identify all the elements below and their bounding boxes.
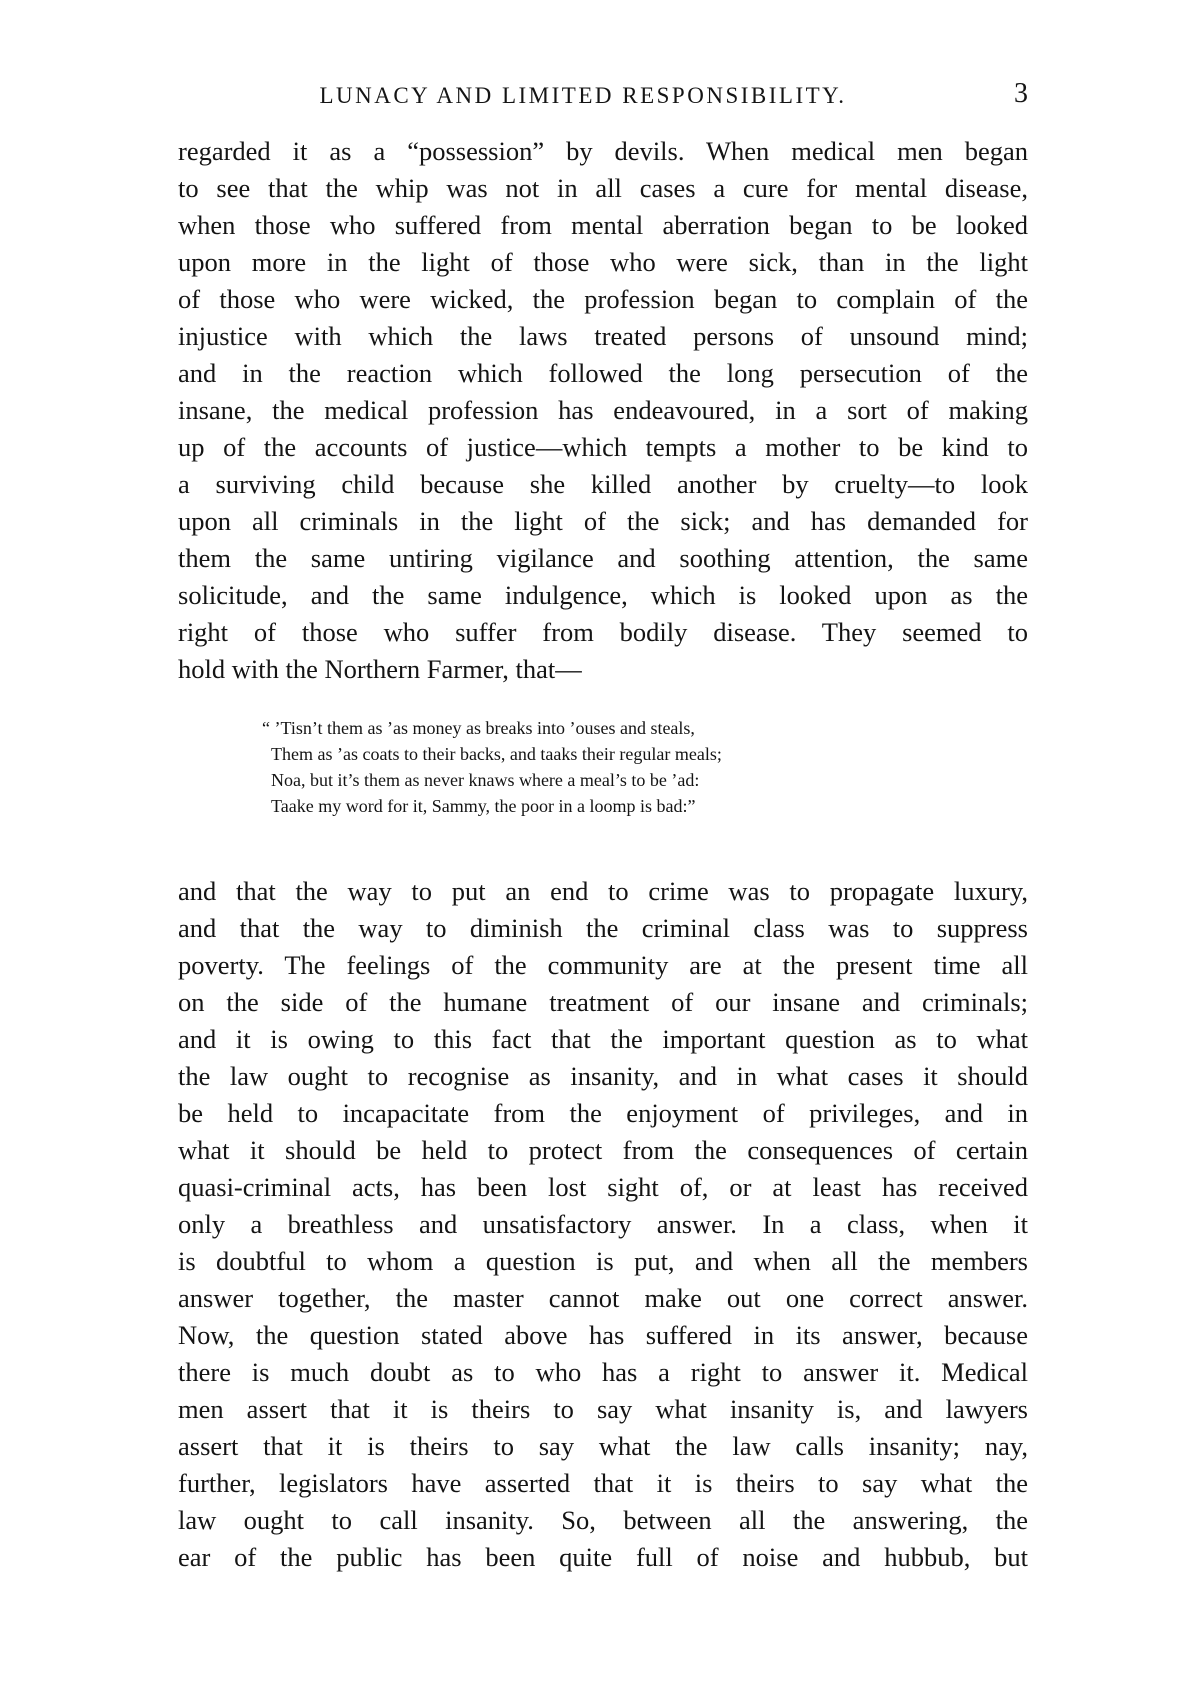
text-line: of those who were wicked, the profession began to complain of the (178, 284, 1028, 314)
text-line: upon more in the light of those who were sick, than in the light (178, 247, 1028, 277)
verse-line: Noa, but it’s them as never knaws where a meal’s to be ’ad: (271, 770, 700, 790)
text-line: there is much doubt as to who has a right to answer it. Medical (178, 1357, 1028, 1387)
verse-quotation (262, 715, 982, 819)
text-line: only a breathless and unsatisfactory answer. In a class, when it (178, 1209, 1028, 1239)
text-line: further, legislators have asserted that it is theirs to say what the (178, 1468, 1028, 1498)
text-line: quasi-criminal acts, has been lost sight of, or at least has received (178, 1172, 1028, 1202)
text-line: assert that it is theirs to say what the law calls insanity; nay, (178, 1431, 1028, 1461)
text-line: answer together, the master cannot make out one correct answer. (178, 1283, 1028, 1313)
text-line: Now, the question stated above has suffered in its answer, because (178, 1320, 1028, 1350)
text-line: regarded it as a “possession” by devils. When medical men began (178, 136, 1028, 166)
text-line: poverty. The feelings of the community are at the present time all (178, 950, 1028, 980)
text-line: and in the reaction which followed the long persecution of the (178, 358, 1028, 388)
text-line: injustice with which the laws treated persons of unsound mind; (178, 321, 1028, 351)
page-number: 3 (1014, 78, 1028, 109)
text-line: the law ought to recognise as insanity, and in what cases it should (178, 1061, 1028, 1091)
text-line: and that the way to put an end to crime was to propagate luxury, (178, 876, 1028, 906)
verse-line: Taake my word for it, Sammy, the poor in a loomp is bad:” (271, 796, 696, 816)
text-line: them the same untiring vigilance and soothing attention, the same (178, 543, 1028, 573)
running-head (178, 78, 1028, 114)
text-line: insane, the medical profession has endeavoured, in a sort of making (178, 395, 1028, 425)
text-line: and it is owing to this fact that the important question as to what (178, 1024, 1028, 1054)
text-line: ear of the public has been quite full of noise and hubbub, but (178, 1542, 1028, 1572)
text-line: and that the way to diminish the criminal class was to suppress (178, 913, 1028, 943)
paragraph-1 (178, 133, 1028, 688)
text-line: on the side of the humane treatment of our insane and criminals; (178, 987, 1028, 1017)
text-line: what it should be held to protect from the consequences of certain (178, 1135, 1028, 1165)
text-line: upon all criminals in the light of the sick; and has demanded for (178, 506, 1028, 536)
text-line: law ought to call insanity. So, between all the answering, the (178, 1505, 1028, 1535)
text-line: a surviving child because she killed another by cruelty—to look (178, 469, 1028, 499)
text-line: men assert that it is theirs to say what insanity is, and lawyers (178, 1394, 1028, 1424)
text-line: when those who suffered from mental aberration began to be looked (178, 210, 1028, 240)
text-line: right of those who suffer from bodily disease. They seemed to (178, 617, 1028, 647)
paragraph-2 (178, 873, 1028, 1576)
verse-line: Them as ’as coats to their backs, and taaks their regular meals; (271, 744, 722, 764)
verse-line: “ ’Tisn’t them as ’as money as breaks into ’ouses and steals, (262, 718, 695, 738)
text-line: is doubtful to whom a question is put, and when all the members (178, 1246, 1028, 1276)
text-line: up of the accounts of justice—which tempts a mother to be kind to (178, 432, 1028, 462)
text-line: to see that the whip was not in all cases a cure for mental disease, (178, 173, 1028, 203)
text-line: hold with the Northern Farmer, that— (178, 654, 582, 684)
running-title: LUNACY AND LIMITED RESPONSIBILITY. (319, 83, 847, 108)
text-line: be held to incapacitate from the enjoyment of privileges, and in (178, 1098, 1028, 1128)
text-line: solicitude, and the same indulgence, which is looked upon as the (178, 580, 1028, 610)
